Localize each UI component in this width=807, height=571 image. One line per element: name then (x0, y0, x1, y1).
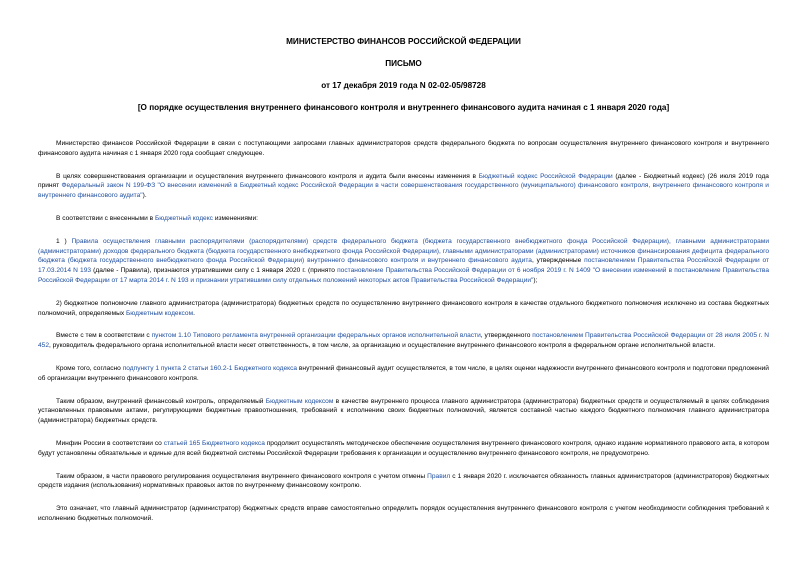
document-link[interactable]: Правила осуществления главными распорядителями (распорядителями) средств федерального бюджета (бюджета государственного внебюджетного фонда Российской Федерации), главными администраторами (администраторами) доходов федерального бюджета (бюджета государственного внебюджетного фонда Российской Федерации), главными администраторами (администраторами) источников финансирования дефицита федерального бюджета (бюджета государственного внебюджетного фонда Российской Федерации) внутреннего финансового контроля и внутреннего финансового аудита (38, 237, 770, 265)
document-link[interactable]: постановлением Правительства Российской Федерации от 17.03.2014 N 193 (38, 257, 769, 275)
document-date-number: от 17 декабря 2019 года N 02-02-05/98728 (321, 81, 486, 90)
paragraph-text: , утвержденного (480, 332, 533, 340)
paragraph-text: в качестве внутреннего процесса главного администратора (администратора) бюджетных средств и осуществляемый в целях соблюдения установленных правовыми актами, регулирующими бюджетные правоотношения, требований к исполнению своих бюджетных полномочий, является составной частью каждого бюджетного полномочия главного администратора (администратора) бюджетных средств. (38, 397, 769, 425)
paragraph-text: . (193, 309, 195, 317)
paragraph-text: внутренний финансовый аудит осуществляется, в том числе, в целях оценки надежности внутреннего финансового контроля и подготовки предложений об организации внутреннего финансового контроля. (38, 364, 769, 382)
paragraph-text: Минфин России в соответствии со (56, 439, 164, 447)
paragraph-text: Вместе с тем в соответствии с (56, 332, 152, 340)
paragraph (38, 237, 769, 286)
paragraph-text: 2) бюджетное полномочие главного администратора (администратора) бюджетных средств по осуществлению внутреннего финансового контроля в качестве отдельного бюджетного полномочия исключено из состава бюджетных полномочий, определяемых (38, 299, 769, 317)
paragraph (38, 397, 769, 426)
document-subject: [О порядке осуществления внутреннего финансового контроля и внутреннего финансового аудита начиная с 1 января 2020 года] (137, 103, 670, 112)
document-link[interactable]: Бюджетный кодекс Российской Федерации (478, 172, 613, 180)
paragraph-text: Таким образом, в части правового регулирования осуществления внутреннего финансового контроля с учетом отмены (56, 472, 428, 480)
paragraph (38, 331, 769, 351)
document-type: ПИСЬМО (385, 59, 422, 68)
paragraph-text: , руководитель федерального органа исполнительной власти несет ответственность, в том числе, за организацию и осуществление внутреннего финансового контроля в федеральном органе исполнительной власти. (49, 342, 716, 350)
paragraph-text: 1 ) (56, 237, 72, 245)
paragraph-text: изменениями: (212, 214, 258, 222)
paragraph-text: Таким образом, внутренний финансовый контроль, определяемый (56, 397, 266, 405)
paragraph-text: В соответствии с внесенными в (56, 214, 155, 222)
paragraph (38, 214, 769, 224)
document-link[interactable]: статьей 165 Бюджетного кодекса (163, 439, 265, 447)
ministry-heading: МИНИСТЕРСТВО ФИНАНСОВ РОССИЙСКОЙ ФЕДЕРАЦИИ (286, 37, 521, 46)
paragraph-text: В целях совершенствования организации и осуществления внутреннего финансового контроля и аудита были внесены изменения в (56, 172, 479, 180)
paragraph-text: Кроме того, согласно (56, 364, 123, 372)
document-link[interactable]: Бюджетным кодексом (265, 397, 334, 405)
paragraph (38, 504, 769, 524)
document-link[interactable]: подпункту 1 пункта 2 статьи 160.2-1 Бюджетного кодекса (122, 364, 298, 372)
paragraph-text: продолжит осуществлять методическое обеспечение осуществления внутреннего финансового контроля, однако издание нормативного правового акта, в котором будут установлены обязательные и единые для всей бюджетной системы Российской Федерации требования к организации и осуществлению внутреннего финансового контроля, не предусмотрено. (38, 439, 770, 457)
paragraph-text: (далее - Правила), признаются утратившими силу с 1 января 2020 г. (принято (91, 267, 338, 275)
document-link[interactable]: Бюджетным кодексом (125, 309, 194, 317)
paragraph-text: Министерство финансов Российской Федерации в связи с поступающими запросами главных администраторов средств федерального бюджета по вопросам осуществления внутреннего финансового контроля и внутреннего финансового аудита начиная с 1 января 2020 года сообщает следующее. (38, 140, 769, 157)
document-link[interactable]: Федеральный закон N 199-ФЗ "О внесении изменений в Бюджетный кодекс Российской Федерации в части совершенствования государственного (муниципального) финансового контроля, внутреннего финансового контроля и внутреннего финансового аудита" (38, 182, 769, 200)
paragraph (38, 299, 769, 319)
paragraph (38, 172, 769, 201)
document-link[interactable]: постановление Правительства Российской Федерации от 6 ноября 2019 г. N 1409 "О внесении изменений в постановление Правительства Российской Федерации от 17 марта 2014 г. N 193 и признании утратившими силу отдельных положений некоторых актов Правительства Российской Федерации" (38, 267, 770, 284)
paragraph-text: , утвержденные (531, 257, 585, 265)
document-link[interactable]: постановлением Правительства Российской Федерации от 28 июля 2005 г. N 452 (38, 332, 769, 350)
document-body (38, 139, 769, 524)
document-link[interactable]: Бюджетный кодекс (154, 214, 213, 222)
paragraph-text: (далее - Бюджетный кодекс) (26 июля 2019 года принят (38, 172, 769, 190)
paragraph-text: Это означает, что главный администратор (администратор) бюджетных средств вправе самостоятельно определить порядок осуществления внутреннего финансового контроля с учетом необходимости соблюдения требований к исполнению бюджетных полномочий. (38, 505, 769, 522)
document-link[interactable]: пунктом 1.10 Типового регламента внутренней организации федеральных органов исполнительной власти (151, 332, 481, 340)
paragraph-text: ). (142, 192, 147, 200)
paragraph (38, 364, 769, 384)
paragraph (38, 439, 769, 459)
paragraph (38, 139, 769, 159)
document-link[interactable]: Правил (427, 472, 451, 480)
paragraph-text: с 1 января 2020 г. исключается обязанность главных администраторов (администраторов) бюджетных средств издания (использования) нормативных правовых актов по внутреннему финансовому контролю. (38, 472, 770, 490)
paragraph (38, 472, 769, 492)
paragraph-text: ); (533, 276, 538, 284)
